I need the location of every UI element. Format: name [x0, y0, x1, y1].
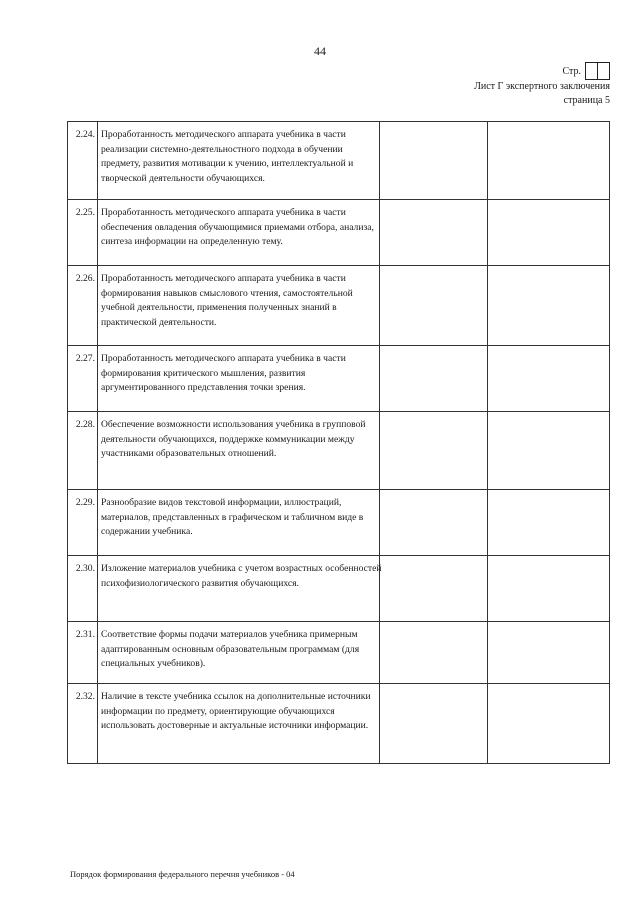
table-row: [68, 122, 610, 200]
comment-cell[interactable]: [488, 266, 610, 346]
comment-cell[interactable]: [488, 412, 610, 490]
row-description-text: Проработанность методического аппарата учебника в части формирования критического мышления, развития аргументированного представления точки зрения.: [101, 353, 346, 393]
row-description: [98, 346, 380, 412]
row-description-text: Обеспечение возможности использования учебника в групповой деятельности обучающихся, поддержке коммуникации между участниками образовательных отношений.: [101, 419, 366, 459]
row-description-text: Проработанность методического аппарата учебника в части обеспечения овладения обучающимися приемами отбора, анализа, синтеза информации на определенную тему.: [101, 207, 374, 247]
comment-cell[interactable]: [488, 556, 610, 622]
page-number: 44: [314, 44, 326, 58]
comment-cell[interactable]: [488, 684, 610, 764]
row-description: [98, 266, 380, 346]
row-description: [98, 412, 380, 490]
comment-cell[interactable]: [488, 622, 610, 684]
assessment-cell[interactable]: [380, 266, 488, 346]
row-number: 2.25.: [68, 200, 98, 266]
row-description-text: Изложение материалов учебника с учетом возрастных особенностей психофизиологического развития обучающихся.: [101, 563, 382, 589]
row-description: [98, 556, 380, 622]
comment-cell[interactable]: [488, 346, 610, 412]
page-label: Стр.: [562, 65, 581, 77]
row-description: [98, 200, 380, 266]
assessment-cell[interactable]: [380, 412, 488, 490]
assessment-cell[interactable]: [380, 684, 488, 764]
row-description-text: Проработанность методического аппарата учебника в части реализации системно-деятельностного подхода в обучении предмету, развития мотивации к учению, интеллектуальной и творческой деятельности обучающихся.: [101, 129, 354, 184]
table-row: [68, 266, 610, 346]
row-number: 2.27.: [68, 346, 98, 412]
row-number: 2.24.: [68, 122, 98, 200]
row-description: [98, 622, 380, 684]
table-row: [68, 490, 610, 556]
row-description: [98, 684, 380, 764]
page-reference: [562, 62, 610, 80]
table-row: [68, 556, 610, 622]
table-row: [68, 684, 610, 764]
table-row: [68, 200, 610, 266]
row-number: 2.31.: [68, 622, 98, 684]
comment-cell[interactable]: [488, 122, 610, 200]
row-description-text: Проработанность методического аппарата учебника в части формирования навыков смыслового чтения, самостоятельной учебной деятельности, применения полученных знаний в практической деятельности.: [101, 273, 353, 328]
page-number-box: [586, 63, 597, 79]
row-number: 2.30.: [68, 556, 98, 622]
assessment-cell[interactable]: [380, 622, 488, 684]
table-row: [68, 412, 610, 490]
sheet-title: [474, 80, 610, 108]
sheet-subtitle-line: страница 5: [563, 95, 610, 106]
page-number-box: [597, 63, 609, 79]
assessment-cell[interactable]: [380, 122, 488, 200]
row-number: 2.29.: [68, 490, 98, 556]
comment-cell[interactable]: [488, 200, 610, 266]
row-number: 2.32.: [68, 684, 98, 764]
assessment-cell[interactable]: [380, 346, 488, 412]
footer-text: Порядок формирования федерального перечня учебников - 04: [70, 869, 295, 879]
assessment-cell[interactable]: [380, 200, 488, 266]
row-number: 2.26.: [68, 266, 98, 346]
row-description-text: Соответствие формы подачи материалов учебника примерным адаптированным основным образовательным программам (для специальных учебников).: [101, 629, 360, 669]
page-number-boxes: [585, 62, 610, 80]
table-row: [68, 346, 610, 412]
table-row: [68, 622, 610, 684]
row-description-text: Наличие в тексте учебника ссылок на дополнительные источники информации по предмету, ориентирующие обучающихся использовать достоверные и актуальные источники информации.: [101, 691, 371, 731]
comment-cell[interactable]: [488, 490, 610, 556]
sheet-title-line: Лист Г экспертного заключения: [474, 81, 610, 92]
assessment-cell[interactable]: [380, 556, 488, 622]
criteria-table: [67, 121, 610, 764]
row-description: [98, 490, 380, 556]
row-number: 2.28.: [68, 412, 98, 490]
assessment-cell[interactable]: [380, 490, 488, 556]
row-description: [98, 122, 380, 200]
row-description-text: Разнообразие видов текстовой информации, иллюстраций, материалов, представленных в графическом и табличном виде в содержании учебника.: [101, 497, 364, 537]
